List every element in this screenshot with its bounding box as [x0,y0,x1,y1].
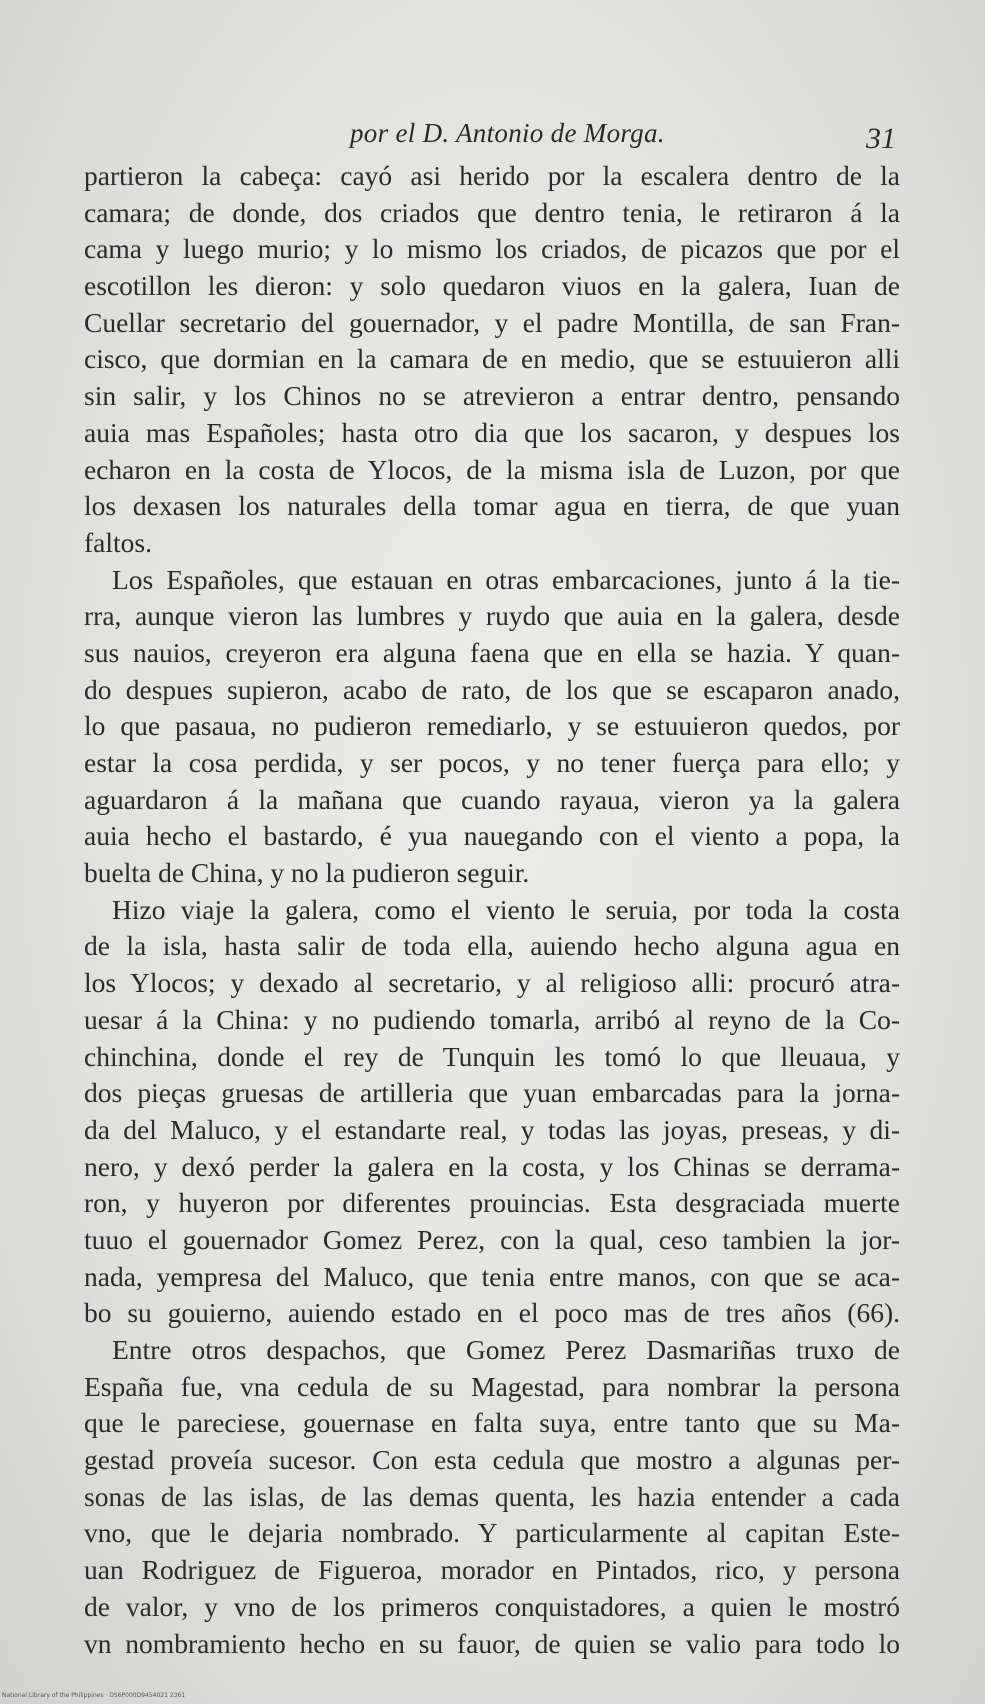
text-line: cisco, que dormian en la camara de en medio, que se estuuieron alli [84,343,900,375]
text-line: España fue, vna cedula de su Magestad, para nombrar la persona [84,1370,900,1402]
paragraph-start-line: Hizo viaje la galera, como el viento le seruia, por toda la costa [112,893,900,925]
page-number: 31 [866,122,896,155]
text-line: Cuellar secretario del gouernador, y el padre Montilla, de san Fran- [84,306,900,338]
text-line: los Ylocos; y dexado al secretario, y al religioso alli: procuró atra- [84,967,900,999]
text-line: faltos. [84,526,152,558]
text-line: uan Rodriguez de Figueroa, morador en Pintados, rico, y persona [84,1554,900,1586]
text-line: sin salir, y los Chinos no se atrevieron a entrar dentro, pensando [84,380,900,412]
text-line: ron, y huyeron por diferentes prouincias. Esta desgraciada muerte [84,1187,900,1219]
text-line: tuuo el gouernador Gomez Perez, con la qual, ceso tambien la jor- [84,1223,900,1255]
text-line: de la isla, hasta salir de toda ella, auiendo hecho alguna agua en [84,930,900,962]
text-line: sus nauios, creyeron era alguna faena que en ella se hazia. Y quan- [84,636,900,668]
text-line: echaron en la costa de Ylocos, de la misma isla de Luzon, por que [84,453,900,485]
paragraph-start-line: Entre otros despachos, que Gomez Perez Dasmariñas truxo de [112,1334,900,1365]
text-line: sonas de las islas, de las demas quenta, les hazia entender a cada [84,1480,900,1512]
text-line: auia mas Españoles; hasta otro dia que los sacaron, y despues los [84,416,900,448]
text-line: aguardaron á la mañana que cuando rayaua, vieron ya la galera [84,783,900,815]
text-line: estar la cosa perdida, y ser pocos, y no tener fuerça para ello; y [84,747,900,778]
text-line: los dexasen los naturales della tomar agua en tierra, de que yuan [84,490,900,522]
text-line: dos pieças gruesas de artilleria que yuan embarcadas para la jorna- [84,1077,900,1109]
text-line: bo su gouierno, auiendo estado en el poco mas de tres años (66). [84,1297,900,1329]
text-line: lo que pasaua, no pudieron remediarlo, y se estuuieron quedos, por [84,710,900,742]
text-line: vn nombramiento hecho en su fauor, de quien se valio para todo lo [84,1627,900,1659]
paragraph-start-line: Los Españoles, que estauan en otras embarcaciones, junto á la tie- [112,563,900,595]
text-line: uesar á la China: y no pudiendo tomarla, arribó al reyno de la Co- [84,1003,900,1035]
running-head: por el D. Antonio de Morga. [350,118,665,148]
text-line: gestad proveía sucesor. Con esta cedula que mostro a algunas per- [84,1444,900,1476]
body-text [84,158,900,1662]
text-line: vno, que le dejaria nombrado. Y particularmente al capitan Este- [84,1517,900,1549]
text-line: do despues supieron, acabo de rato, de los que se escaparon anado, [84,673,900,705]
text-line: auia hecho el bastardo, é yua nauegando con el viento a popa, la [84,820,900,852]
text-line: que le pareciese, gouernase en falta suya, entre tanto que su Ma- [84,1407,900,1439]
text-line: nero, y dexó perder la galera en la costa, y los Chinas se derrama- [84,1150,900,1182]
text-line: da del Maluco, y el estandarte real, y todas las joyas, preseas, y di- [84,1113,900,1145]
text-line: escotillon les dieron: y solo quedaron viuos en la galera, Iuan de [84,270,900,302]
page-header [0,110,985,155]
text-line: cama y luego murio; y lo mismo los criados, de picazos que por el [84,233,900,265]
text-line: buelta de China, y no la pudieron seguir. [84,857,530,889]
text-line: chinchina, donde el rey de Tunquin les tomó lo que lleuaua, y [84,1040,900,1072]
text-line: camara; de donde, dos criados que dentro tenia, le retiraron á la [84,196,900,228]
scan-footer-note: National Library of the Philippines · DS6P000D9454021 2361 [2,1692,186,1699]
text-line: de valor, y vno de los primeros conquistadores, a quien le mostró [84,1590,900,1622]
text-line: nada, yempresa del Maluco, que tenia entre manos, con que se aca- [84,1260,900,1292]
text-line: rra, aunque vieron las lumbres y ruydo que auia en la galera, desde [84,600,900,632]
text-line: partieron la cabeça: cayó asi herido por la escalera dentro de la [84,160,900,191]
